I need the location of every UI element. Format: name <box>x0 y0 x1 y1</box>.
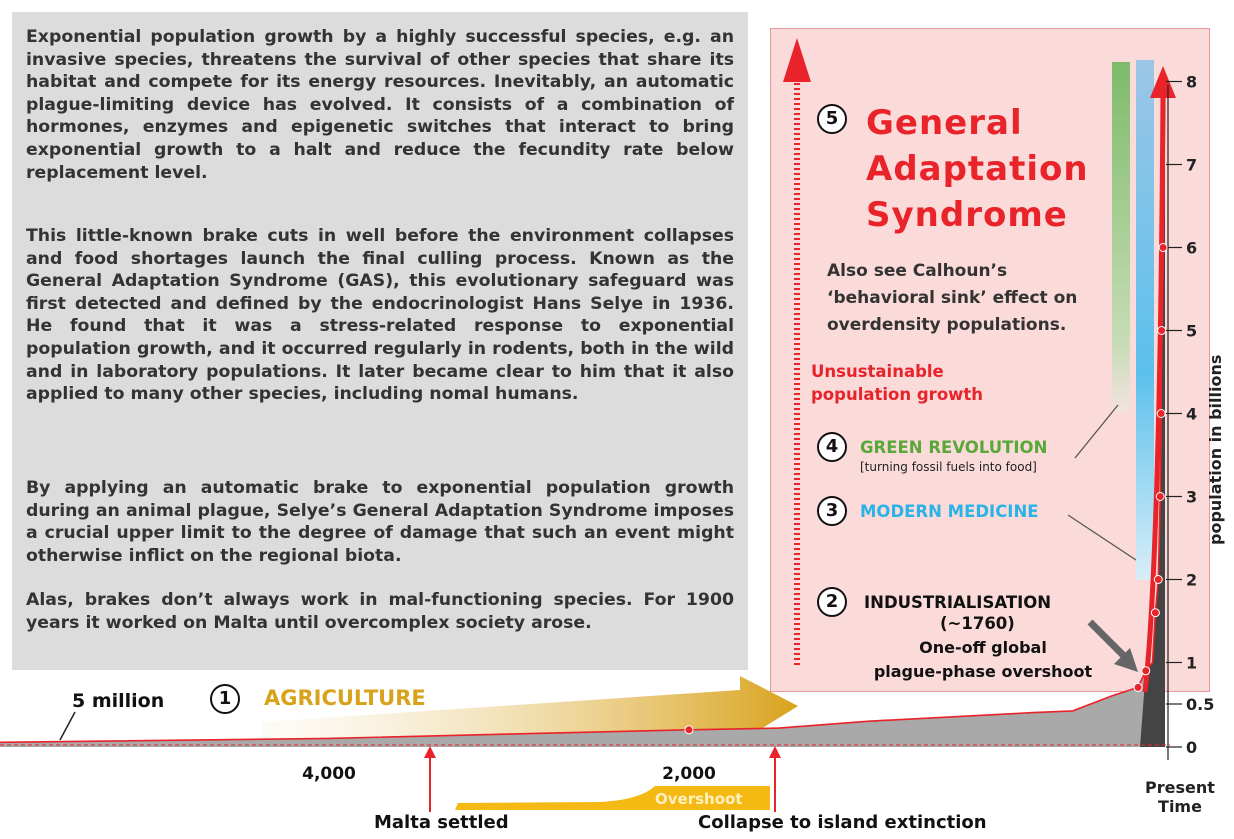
y-tick-label: 4 <box>1186 404 1198 424</box>
calhoun-line-2: ‘behavioral sink’ effect on <box>827 288 1078 308</box>
overshoot-hump-label: Overshoot <box>655 790 743 808</box>
green-revolution-bar <box>1112 62 1130 412</box>
paragraph-4: Alas, brakes don’t always work in mal-functioning species. For 1900 years it worked on Malta until overcomplex society arose. <box>26 590 734 633</box>
agriculture-label: AGRICULTURE <box>264 686 426 710</box>
data-point <box>1157 410 1165 418</box>
malta-settled-marker <box>424 746 436 812</box>
calhoun-line-3: overdensity populations. <box>827 315 1067 335</box>
overshoot-global-line-1: One-off global <box>919 638 1047 657</box>
gas-title-line-3: Syndrome <box>866 195 1068 235</box>
stage-4-number: 4 <box>817 432 847 462</box>
unsustainable-line-2: population growth <box>811 385 984 404</box>
unsustainable-line-1: Unsustainable <box>811 362 944 381</box>
calhoun-line-1: Also see Calhoun’s <box>827 261 1008 281</box>
stage-1-number: 1 <box>210 684 240 714</box>
data-point <box>1158 327 1166 335</box>
stage-3-number: 3 <box>817 496 847 526</box>
y-tick-label: 2 <box>1186 570 1198 590</box>
y-tick-label: 5 <box>1186 321 1198 341</box>
gas-title-line-1: General <box>866 103 1023 143</box>
collapse-marker <box>769 746 781 812</box>
y-tick-label: 7 <box>1186 155 1198 175</box>
paragraph-1: Exponential population growth by a highly successful species, e.g. an invasive species, threatens the survival of other species that share its habitat and compete for its energy resources. Inevitably, an automatic plague-limiting device has evolved. It consists of a combination of hormones, enzymes and epigenetic switches that interact to bring exponential growth to a halt and reduce the fecundity rate below replacement level. <box>26 27 734 183</box>
data-point <box>1156 493 1164 501</box>
y-tick-label: 8 <box>1186 72 1198 92</box>
collapse-label: Collapse to island extinction <box>698 812 987 833</box>
data-point <box>1159 244 1167 252</box>
x-tick-label: 4,000 <box>302 764 356 784</box>
y-axis-label: population in billions <box>1206 354 1225 545</box>
y-tick-label: 0.5 <box>1186 695 1215 714</box>
unsustainable-arrow <box>783 38 811 665</box>
paragraph-2: This little-known brake cuts in well before the environment collapses and food shortages launch the final culling process. Known as the General Adaptation Syndrome (GAS), this evolutionary safeguard was first detected and defined by the endocrinologist Hans Selye in 1936. He found that it was a stress-related response to exponential population growth, and it occurred regularly in rodents, both in the wild and in laboratory populations. It later became clear to him that it also applied to many other species, including nomal humans. <box>26 226 734 405</box>
modern-medicine-bar <box>1136 60 1154 580</box>
y-tick-label: 6 <box>1186 238 1198 258</box>
stage-5-number: 5 <box>817 104 847 134</box>
leader-green <box>1075 405 1118 458</box>
overshoot-global-label <box>868 636 1098 684</box>
y-tick-label: 0 <box>1186 738 1198 757</box>
x-tick-label: Time <box>1158 797 1202 816</box>
green-revolution-sub: [turning fossil fuels into food] <box>860 460 1037 474</box>
industrialisation-sub: (~1760) <box>940 614 1015 633</box>
data-point <box>1134 683 1142 691</box>
green-revolution-label: GREEN REVOLUTION <box>860 438 1048 457</box>
data-point <box>1154 576 1162 584</box>
calhoun-note <box>827 258 1077 339</box>
modern-medicine-label: MODERN MEDICINE <box>860 502 1039 521</box>
paragraph-3: By applying an automatic brake to exponential population growth during an animal plague, Selye’s General Adaptation Syndrome imposes a crucial upper limit to the degree of damage that such an event might otherwise inflict on the regional biota. <box>26 478 734 566</box>
y-tick-label: 1 <box>1186 653 1198 673</box>
five-million-label: 5 million <box>72 690 165 712</box>
industrialisation-label: INDUSTRIALISATION <box>864 593 1052 612</box>
x-tick-label: 2,000 <box>662 764 716 784</box>
data-point <box>1151 609 1159 617</box>
stage-2-number: 2 <box>817 587 847 617</box>
unsustainable-label <box>811 360 983 406</box>
leader-medicine <box>1068 515 1136 560</box>
y-tick-label: 3 <box>1186 487 1198 507</box>
data-point <box>685 726 693 734</box>
gas-title <box>866 100 1089 238</box>
x-tick-label: Present <box>1145 778 1215 797</box>
malta-settled-label: Malta settled <box>374 812 509 833</box>
overshoot-global-line-2: plague-phase overshoot <box>873 662 1093 681</box>
five-million-leader <box>60 712 75 740</box>
data-point <box>1142 667 1150 675</box>
gas-title-line-2: Adaptation <box>866 149 1089 189</box>
